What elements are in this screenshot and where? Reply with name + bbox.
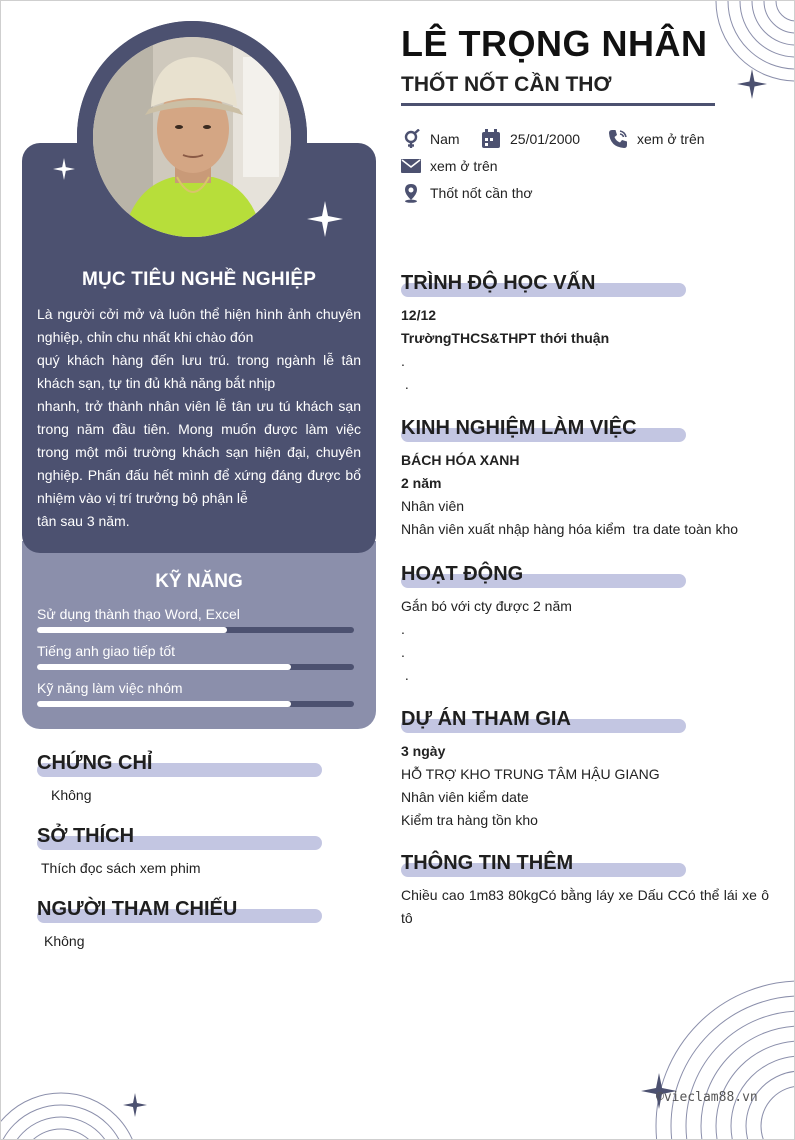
calendar-icon <box>481 129 501 149</box>
objective-line: Là người cởi mở và luôn thể hiện hình ảnh chuyên nghiệp, chỉn chu nhất khi chào đón <box>37 306 361 345</box>
education-line: . <box>401 376 409 392</box>
sparkle-icon <box>307 201 343 237</box>
project-role: Nhân viên kiểm date <box>401 789 529 805</box>
skill-item <box>37 605 354 633</box>
activities-heading <box>401 560 686 590</box>
skill-bar-track <box>37 701 354 707</box>
skill-bar-fill <box>37 627 227 633</box>
skill-label: Kỹ năng làm việc nhóm <box>37 680 183 696</box>
experience-position: Nhân viên <box>401 498 465 514</box>
experience-duration: 2 năm <box>401 475 442 491</box>
location-pin-icon <box>401 183 421 203</box>
gender-value: Nam <box>430 131 460 147</box>
objective-line: nhanh, trở thành nhân viên lễ tân ưu tú khách sạn trong năm đầu tiên. Mong muốn được làm việc trong một môi trường khách sạn hiện đại, chuyên nghiệp. Phấn đấu hết mình để xứng đáng được bổ nhiệm vào vị trí trưởng bộ phận lễ <box>37 398 361 506</box>
project-name: HỖ TRỢ KHO TRUNG TÂM HẬU GIANG <box>401 766 660 782</box>
birthday-info <box>481 129 580 149</box>
skill-bar-track <box>37 627 354 633</box>
skills-title: KỸ NĂNG <box>155 571 243 592</box>
certificates-title: CHỨNG CHỈ <box>37 752 153 774</box>
extra-info-title: THÔNG TIN THÊM <box>401 852 574 874</box>
hobbies-title: SỞ THÍCH <box>37 825 135 847</box>
skill-item <box>37 642 354 670</box>
address-value: Thốt nốt cần thơ <box>430 185 533 201</box>
skill-bar-fill <box>37 701 291 707</box>
watermark: ©vieclam88.vn <box>656 1090 758 1105</box>
phone-value: xem ở trên <box>637 131 705 147</box>
education-line: . <box>401 353 405 369</box>
activities-title: HOẠT ĐỘNG <box>401 563 524 585</box>
activities-line: . <box>401 644 405 660</box>
objective-text <box>37 303 361 533</box>
experience-description: Nhân viên xuất nhập hàng hóa kiểm tra date toàn kho <box>401 521 739 537</box>
projects-title: DỰ ÁN THAM GIA <box>401 708 571 730</box>
phone-info <box>608 129 705 149</box>
gender-icon <box>401 129 421 149</box>
subtitle: THỐT NỐT CẦN THƠ <box>401 73 612 96</box>
project-task: Kiểm tra hàng tồn kho <box>401 812 538 828</box>
sparkle-icon <box>737 69 767 99</box>
objective-line: tân sau 3 năm. <box>37 513 130 529</box>
education-content <box>401 304 769 396</box>
hobbies-text: Thích đọc sách xem phim <box>41 860 201 876</box>
email-value: xem ở trên <box>430 158 498 174</box>
phone-icon <box>608 129 628 149</box>
references-heading <box>37 895 322 925</box>
gender-info <box>401 129 460 149</box>
project-duration: 3 ngày <box>401 743 446 759</box>
activities-line: . <box>401 621 405 637</box>
activities-content <box>401 595 769 687</box>
sparkle-icon <box>53 158 75 180</box>
certificates-text: Không <box>51 787 92 803</box>
activities-line: Gắn bó với cty được 2 năm <box>401 598 572 614</box>
skill-label: Sử dụng thành thạo Word, Excel <box>37 606 240 622</box>
references-title: NGƯỜI THAM CHIẾU <box>37 898 238 920</box>
envelope-icon <box>401 156 421 176</box>
birthday-value: 25/01/2000 <box>510 131 581 147</box>
email-info <box>401 156 498 176</box>
education-heading <box>401 269 686 299</box>
experience-title: KINH NGHIỆM LÀM VIỆC <box>401 417 637 439</box>
objective-title: MỤC TIÊU NGHỀ NGHIỆP <box>81 269 317 290</box>
education-title: TRÌNH ĐỘ HỌC VẤN <box>401 272 596 294</box>
education-grade: 12/12 <box>401 307 437 323</box>
skill-item <box>37 679 354 707</box>
header-divider <box>401 103 715 106</box>
full-name: LÊ TRỌNG NHÂN <box>401 23 708 64</box>
extra-info-text: Chiều cao 1m83 80kgCó bằng láy xe Dấu CCó thể lái xe ô tô <box>401 887 769 926</box>
projects-content <box>401 740 769 832</box>
projects-heading <box>401 705 686 735</box>
experience-company: BÁCH HÓA XANH <box>401 452 520 468</box>
experience-content <box>401 449 769 541</box>
sparkle-icon <box>123 1093 147 1117</box>
certificates-heading <box>37 749 322 779</box>
education-school: TrườngTHCS&THPT thới thuận <box>401 330 610 346</box>
decorative-arcs-bottom-right <box>651 966 795 1140</box>
profile-photo <box>93 37 291 237</box>
experience-heading <box>401 414 686 444</box>
extra-info-heading <box>401 849 686 879</box>
skill-bar-track <box>37 664 354 670</box>
activities-line: . <box>401 667 409 683</box>
references-text: Không <box>44 933 85 949</box>
hobbies-heading <box>37 822 322 852</box>
skill-label: Tiếng anh giao tiếp tốt <box>37 643 176 659</box>
objective-line: quý khách hàng đến lưu trú. trong ngành lễ tân khách sạn, tự tin đủ khả năng bắt nhịp <box>37 352 361 391</box>
skill-bar-fill <box>37 664 291 670</box>
address-info <box>401 183 533 203</box>
